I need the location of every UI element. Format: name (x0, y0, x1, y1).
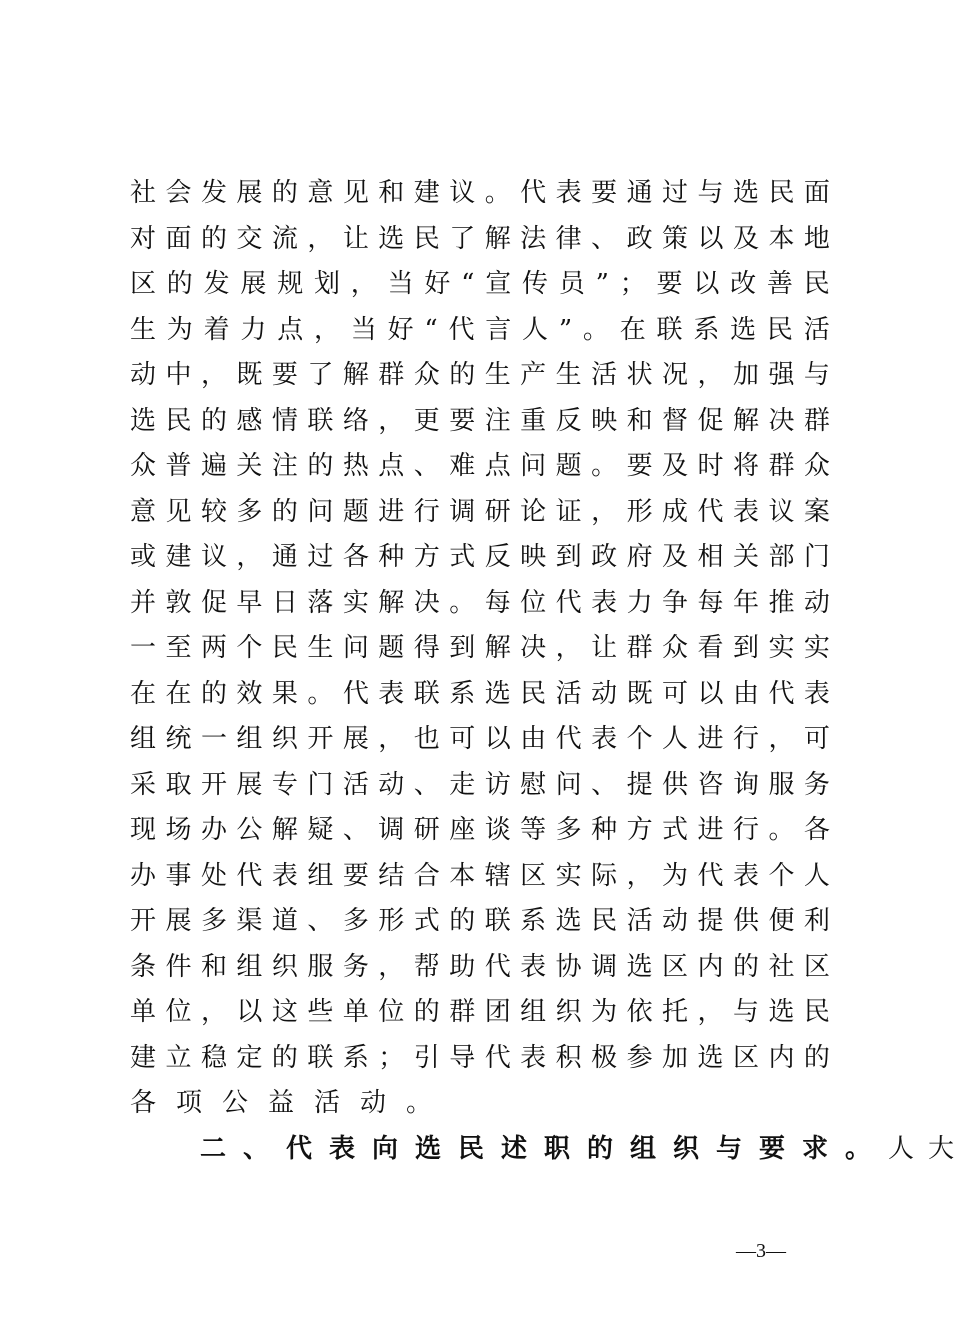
text-line: 建 立 稳 定 的 联 系 ； 引 导 代 表 积 极 参 加 选 区 内 的 (130, 1042, 830, 1073)
section-heading: 二、代表向选民述职的组织与要求。 (200, 1133, 889, 1164)
text-line: 办 事 处 代 表 组 要 结 合 本 辖 区 实 际 ， 为 代 表 个 人 (130, 860, 830, 891)
text-line: 采 取 开 展 专 门 活 动 、 走 访 慰 问 、 提 供 咨 询 服 务 (130, 769, 830, 800)
text-line: 一 至 两 个 民 生 问 题 得 到 解 决 ， 让 群 众 看 到 实 实 (130, 633, 830, 663)
text-line: 社 会 发 展 的 意 见 和 建 议 。 代 表 要 通 过 与 选 民 面 (130, 178, 830, 208)
text-line: 众 普 遍 关 注 的 热 点 、 难 点 问 题 。 要 及 时 将 群 众 (130, 451, 830, 481)
text-line: 区 的 发 展 规 划 ， 当 好 “ 宣 传 员 ” ； 要 以 改 善 民 (130, 269, 830, 299)
page-number: —3— (736, 1240, 786, 1262)
text-line: 在 在 的 效 果 。 代 表 联 系 选 民 活 动 既 可 以 由 代 表 (130, 678, 830, 709)
text-line-last: 各项公益活动。 (130, 1088, 453, 1118)
text-line: 组 统 一 组 织 开 展 ， 也 可 以 由 代 表 个 人 进 行 ， 可 (130, 724, 830, 754)
text-line: 生 为 着 力 点 ， 当 好 “ 代 言 人 ” 。 在 联 系 选 民 活 (130, 314, 830, 345)
text-line: 或 建 议 ， 通 过 各 种 方 式 反 映 到 政 府 及 相 关 部 门 (130, 542, 830, 572)
text-line: 选 民 的 感 情 联 络 ， 更 要 注 重 反 映 和 督 促 解 决 群 (130, 405, 830, 436)
text-line: 现 场 办 公 解 疑 、 调 研 座 谈 等 多 种 方 式 进 行 。 各 (130, 815, 830, 845)
text-line: 意 见 较 多 的 问 题 进 行 调 研 论 证 ， 形 成 代 表 议 案 (130, 496, 830, 527)
text-line: 对 面 的 交 流 ， 让 选 民 了 解 法 律 、 政 策 以 及 本 地 (130, 223, 830, 254)
section-heading-line (130, 1127, 968, 1173)
body-text (130, 171, 968, 1172)
text-line: 条 件 和 组 织 服 务 ， 帮 助 代 表 协 调 选 区 内 的 社 区 (130, 951, 830, 982)
text-line: 动 中 ， 既 要 了 解 群 众 的 生 产 生 活 状 况 ， 加 强 与 (130, 360, 830, 390)
heading-tail-text: 人大 (888, 1133, 968, 1164)
text-line: 开 展 多 渠 道 、 多 形 式 的 联 系 选 民 活 动 提 供 便 利 (130, 906, 830, 936)
text-line: 单 位 ， 以 这 些 单 位 的 群 团 组 织 为 依 托 ， 与 选 民 (130, 997, 830, 1027)
text-line: 并 敦 促 早 日 落 实 解 决 。 每 位 代 表 力 争 每 年 推 动 (130, 587, 830, 618)
